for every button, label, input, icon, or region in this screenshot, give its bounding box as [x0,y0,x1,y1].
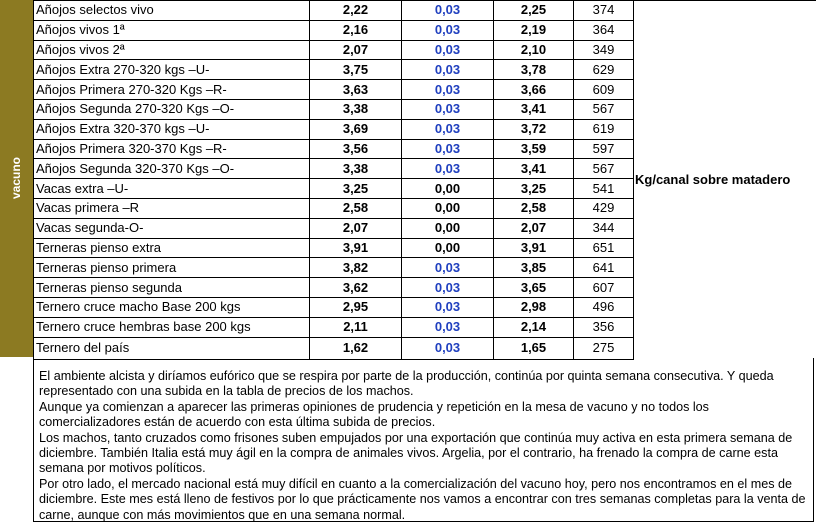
current-price: 3,41 [494,99,574,119]
live-weight-value: 607 [574,278,634,298]
market-commentary [33,358,814,522]
row-name: Añojos vivos 1ª [34,20,310,40]
price-change: 0,03 [402,139,494,159]
table-row [34,20,634,40]
current-price: 3,65 [494,278,574,298]
current-price: 2,98 [494,297,574,317]
table-row [34,159,634,179]
live-weight-value: 567 [574,99,634,119]
previous-price: 3,38 [310,99,402,119]
live-weight-value: 349 [574,40,634,60]
live-weight-value: 619 [574,119,634,139]
row-name: Añojos selectos vivo [34,1,310,21]
row-name: Añojos vivos 2ª [34,40,310,60]
table-row [34,218,634,238]
table-row [34,119,634,139]
table-row [34,99,634,119]
live-weight-value: 597 [574,139,634,159]
previous-price: 2,95 [310,297,402,317]
table-row [34,80,634,100]
previous-price: 3,56 [310,139,402,159]
live-weight-value: 275 [574,337,634,359]
table-row [34,238,634,258]
live-weight-value: 344 [574,218,634,238]
live-weight-value: 356 [574,317,634,337]
price-change: 0,03 [402,60,494,80]
commentary-paragraph: Aunque ya comienzan a aparecer las primeras opiniones de prudencia y repetición en la mesa de vacuno y no todos los comercializadores están de acuerdo con esta última subida de precios. [39,399,709,430]
price-change: 0,03 [402,119,494,139]
row-name: Añojos Segunda 270-320 Kgs –O- [34,99,310,119]
row-name: Terneras pienso primera [34,258,310,278]
previous-price: 2,11 [310,317,402,337]
price-change: 0,03 [402,317,494,337]
previous-price: 2,22 [310,1,402,21]
previous-price: 2,07 [310,40,402,60]
previous-price: 2,58 [310,198,402,218]
table-row [34,40,634,60]
table-row [34,179,634,199]
row-name: Vacas extra –U- [34,179,310,199]
live-weight-value: 429 [574,198,634,218]
price-change: 0,03 [402,297,494,317]
commentary-paragraph: El ambiente alcista y diríamos eufórico que se respira por parte de la producción, continúa por quinta semana consecutiva. Y queda representado con una subida en la tabla de precios de los machos. [39,369,774,399]
table-row [34,278,634,298]
row-name: Añojos Primera 320-370 Kgs –R- [34,139,310,159]
price-change: 0,03 [402,1,494,21]
price-change: 0,00 [402,218,494,238]
current-price: 1,65 [494,337,574,359]
row-name: Ternero cruce macho Base 200 kgs [34,297,310,317]
current-price: 3,66 [494,80,574,100]
price-change: 0,00 [402,198,494,218]
price-table [33,0,634,360]
price-change: 0,03 [402,258,494,278]
live-weight-value: 641 [574,258,634,278]
row-name: Terneras pienso segunda [34,278,310,298]
current-price: 3,41 [494,159,574,179]
price-change: 0,00 [402,238,494,258]
previous-price: 2,07 [310,218,402,238]
live-weight-value: 651 [574,238,634,258]
table-row [34,317,634,337]
previous-price: 3,69 [310,119,402,139]
price-change: 0,03 [402,40,494,60]
live-weight-value: 496 [574,297,634,317]
current-price: 3,91 [494,238,574,258]
unit-note: Kg/canal sobre matadero [635,172,791,187]
section-sidebar [0,0,34,357]
current-price: 3,25 [494,179,574,199]
section-label: vacuno [9,156,23,200]
row-name: Añojos Extra 270-320 kgs –U- [34,60,310,80]
previous-price: 3,91 [310,238,402,258]
table-row [34,337,634,359]
live-weight-value: 567 [574,159,634,179]
current-price: 3,78 [494,60,574,80]
price-change: 0,03 [402,337,494,359]
previous-price: 3,25 [310,179,402,199]
current-price: 3,85 [494,258,574,278]
row-name: Ternero del país [34,337,310,359]
table-row [34,1,634,21]
current-price: 2,19 [494,20,574,40]
previous-price: 3,75 [310,60,402,80]
commentary-paragraph: Por otro lado, el mercado nacional está muy difícil en cuanto a la comercialización del vacuno hoy, pero nos encontramos en el mes de diciembre. Este mes está lleno de festivos por lo que prácticamente nos vamos a encontrar con tres semanas completas para la venta de carne, aunque con más movimientos que en una semana normal. [39,476,806,522]
row-name: Vacas segunda-O- [34,218,310,238]
price-change: 0,03 [402,20,494,40]
current-price: 2,07 [494,218,574,238]
live-weight-value: 364 [574,20,634,40]
price-change: 0,03 [402,99,494,119]
current-price: 2,25 [494,1,574,21]
table-row [34,258,634,278]
row-name: Vacas primera –R [34,198,310,218]
previous-price: 3,82 [310,258,402,278]
current-price: 2,58 [494,198,574,218]
current-price: 3,59 [494,139,574,159]
previous-price: 3,63 [310,80,402,100]
live-weight-value: 541 [574,179,634,199]
price-change: 0,03 [402,278,494,298]
row-name: Ternero cruce hembras base 200 kgs [34,317,310,337]
commentary-paragraph: Los machos, tanto cruzados como frisones suben empujados por una exportación que continúa muy activa en esta primera semana de diciembre. También Italia está muy ágil en la compra de animales vivos. Argelia, por el contrario, ha frenado la compra de carne esta semana por motivos políticos. [39,430,793,476]
row-name: Añojos Primera 270-320 Kgs –R- [34,80,310,100]
previous-price: 3,38 [310,159,402,179]
price-change: 0,00 [402,179,494,199]
live-weight-value: 374 [574,1,634,21]
live-weight-value: 629 [574,60,634,80]
table-row [34,60,634,80]
table-row [34,139,634,159]
current-price: 3,72 [494,119,574,139]
price-change: 0,03 [402,80,494,100]
table-row [34,198,634,218]
previous-price: 3,62 [310,278,402,298]
previous-price: 1,62 [310,337,402,359]
previous-price: 2,16 [310,20,402,40]
current-price: 2,10 [494,40,574,60]
table-row [34,297,634,317]
row-name: Terneras pienso extra [34,238,310,258]
row-name: Añojos Extra 320-370 kgs –U- [34,119,310,139]
live-weight-value: 609 [574,80,634,100]
current-price: 2,14 [494,317,574,337]
row-name: Añojos Segunda 320-370 Kgs –O- [34,159,310,179]
price-table-body [34,1,634,360]
price-change: 0,03 [402,159,494,179]
